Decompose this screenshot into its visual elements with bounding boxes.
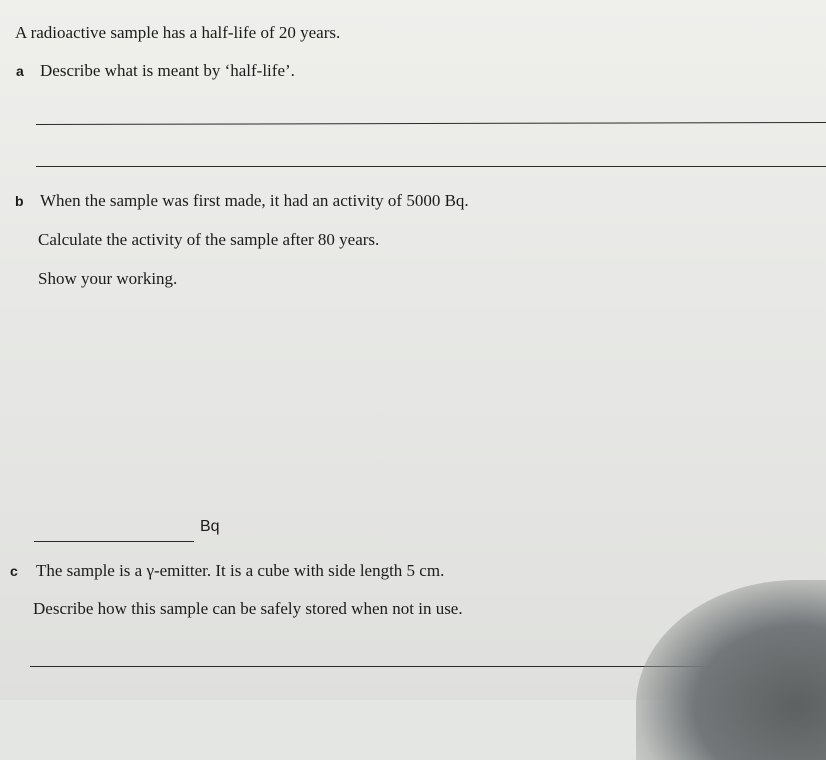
part-b-prompt: When the sample was first made, it had an activity of 5000 Bq. bbox=[40, 191, 469, 210]
part-c-describe-instruction: Describe how this sample can be safely stored when not in use. bbox=[33, 599, 463, 618]
part-b-answer-line[interactable] bbox=[34, 541, 194, 542]
part-a-prompt: Describe what is meant by ‘half-life’. bbox=[40, 61, 295, 80]
hand-shadow bbox=[636, 580, 826, 760]
part-b-unit: Bq bbox=[200, 518, 220, 535]
question-intro: A radioactive sample has a half-life of 20 years. bbox=[15, 23, 341, 42]
part-b-calculate-instruction: Calculate the activity of the sample after 80 years. bbox=[38, 230, 380, 249]
part-a-label: a bbox=[16, 63, 24, 79]
part-a-answer-line-2[interactable] bbox=[36, 166, 826, 167]
part-c-prompt: The sample is a γ-emitter. It is a cube with side length 5 cm. bbox=[36, 561, 445, 580]
part-b-label: b bbox=[15, 193, 24, 209]
part-b-show-working-instruction: Show your working. bbox=[38, 269, 178, 288]
part-a-answer-line-1[interactable] bbox=[36, 122, 826, 125]
part-c-label: c bbox=[10, 563, 18, 579]
